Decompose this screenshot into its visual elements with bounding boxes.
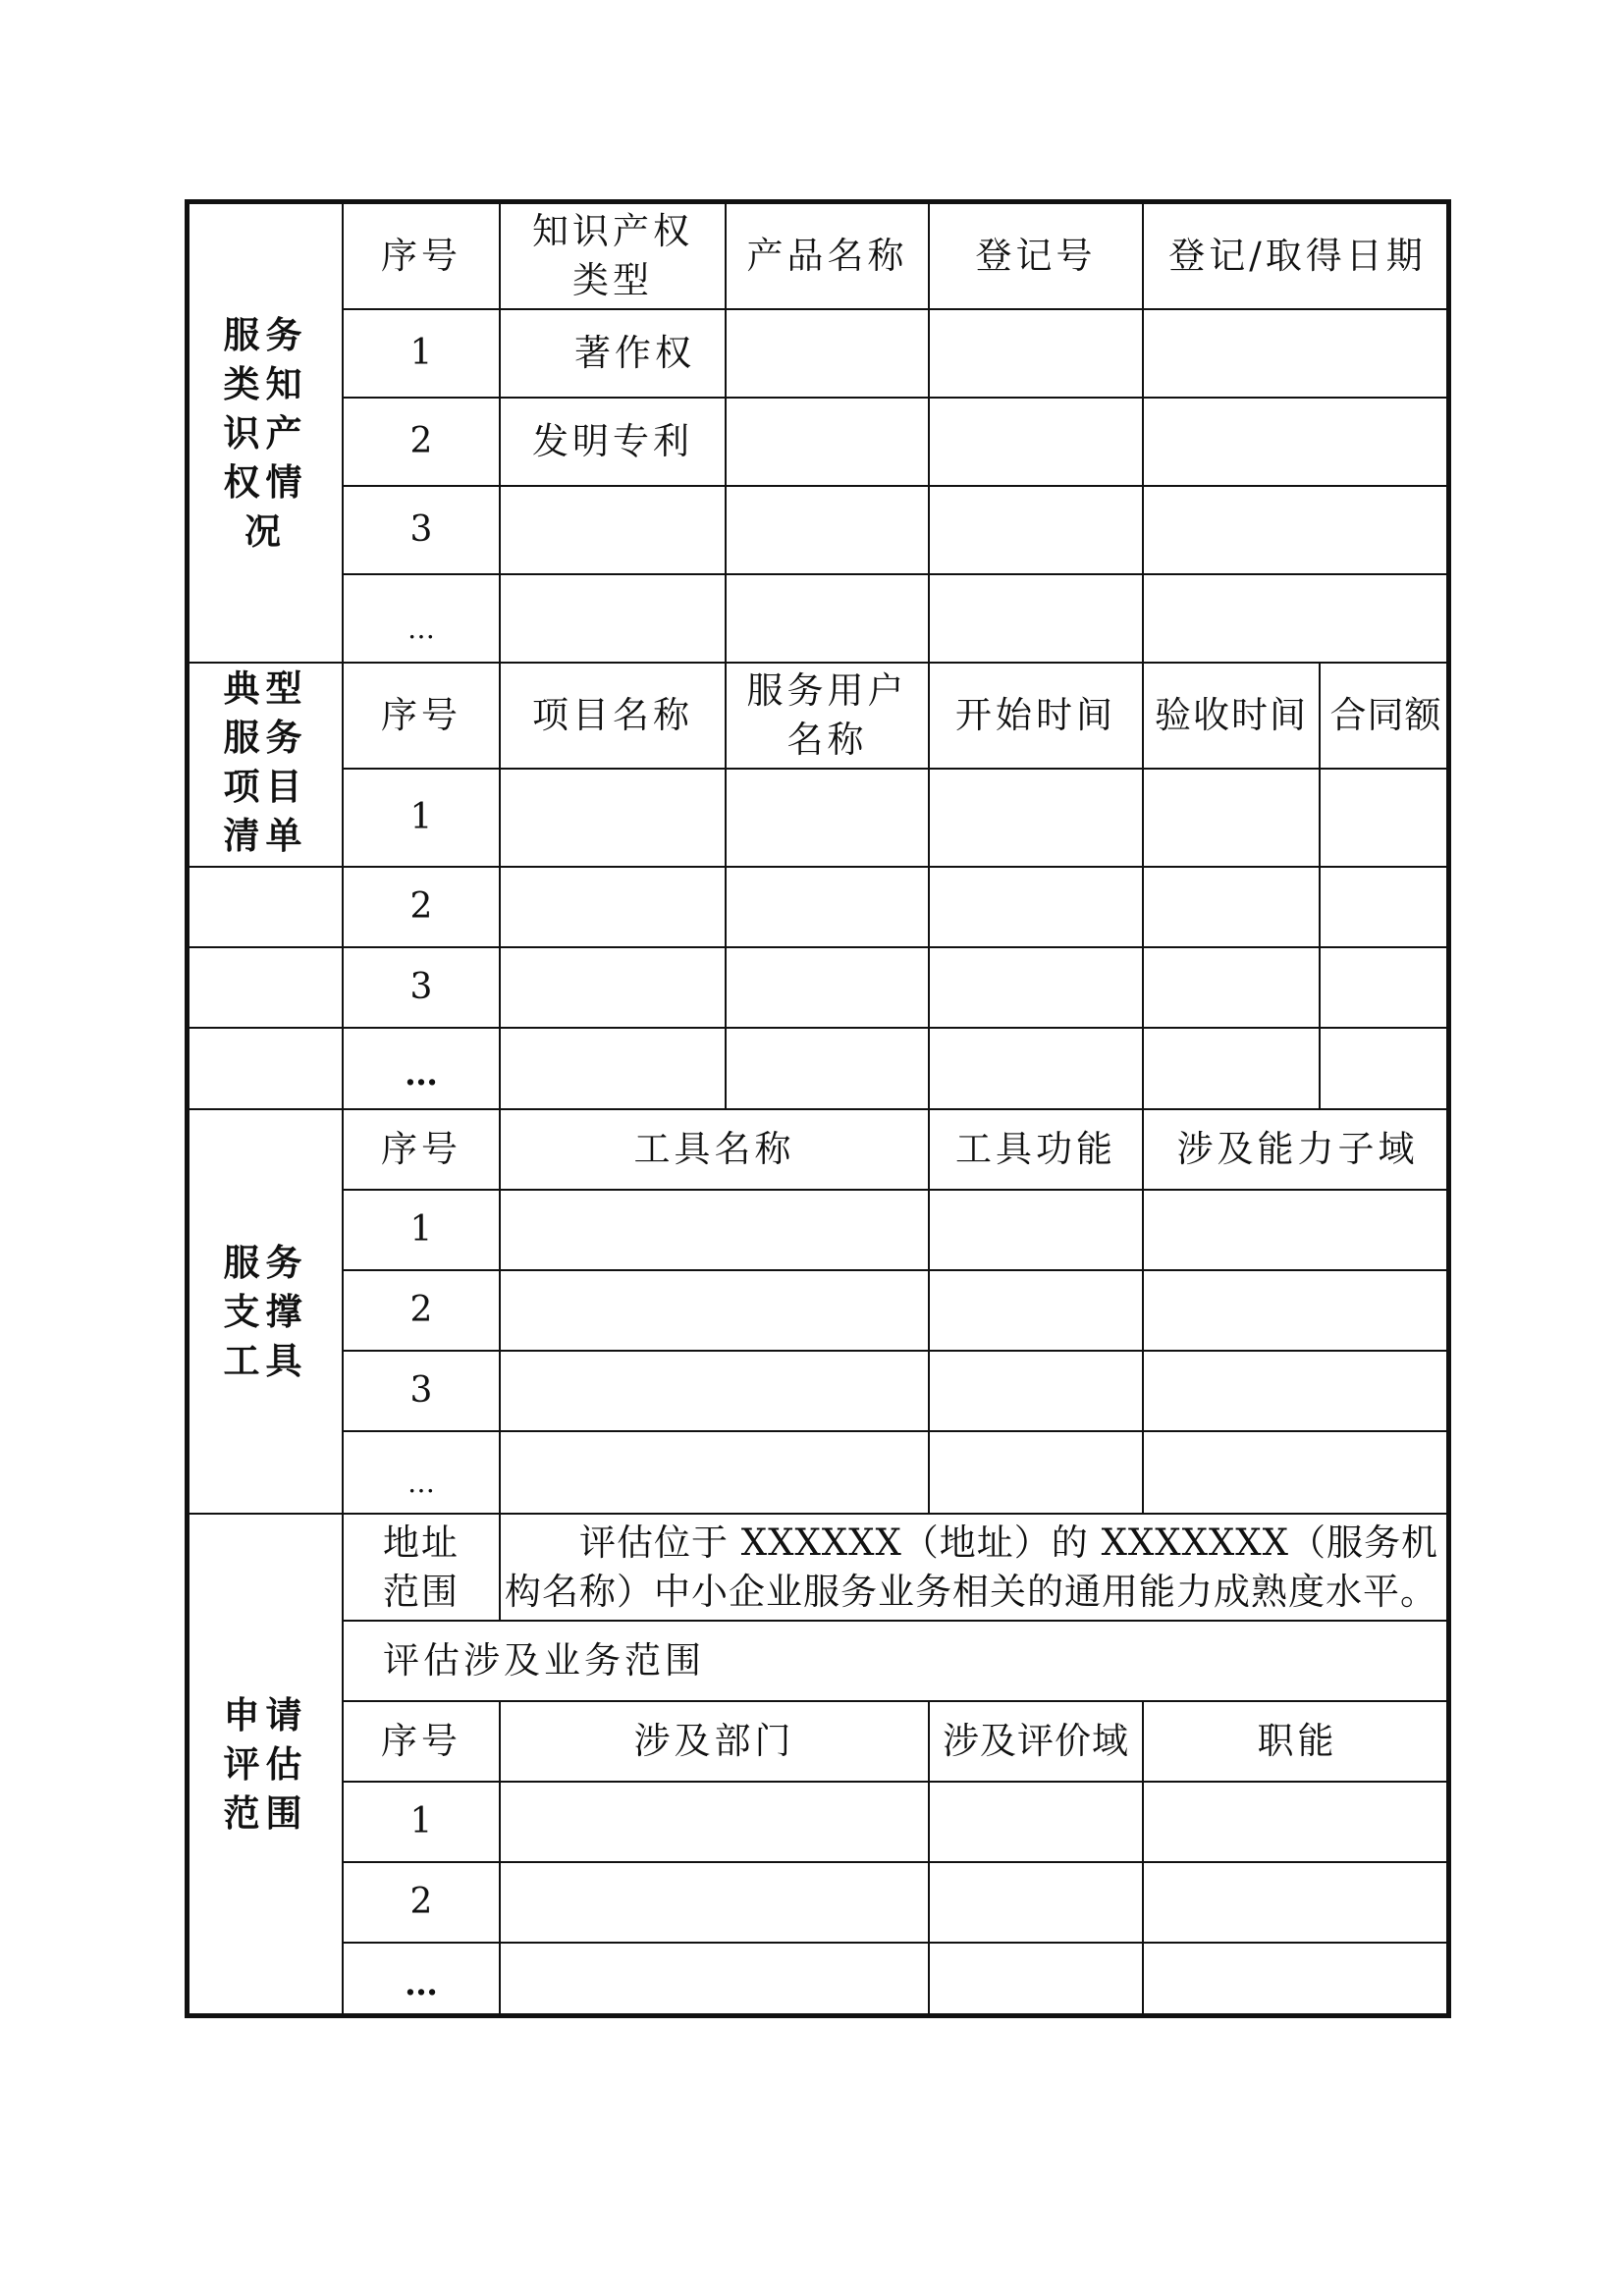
proj-row-3-name[interactable] — [501, 948, 727, 1029]
scope-address-text[interactable] — [501, 1515, 1451, 1622]
scope-address-line-2: 构名称）中小企业服务业务相关的通用能力成熟度水平。 — [505, 1570, 1437, 1613]
scope-row-1-domain[interactable] — [930, 1783, 1144, 1863]
ip-row-3-seq: 3 — [344, 487, 501, 575]
tools-row-3-seq: 3 — [344, 1352, 501, 1432]
proj-row-2-start[interactable] — [930, 868, 1144, 948]
proj-header-client-text: 服务用户名称 — [746, 669, 908, 761]
tools-row-3-subdomain[interactable] — [1144, 1352, 1451, 1432]
ip-row-1-date[interactable] — [1144, 310, 1451, 399]
tools-header-name: 工具名称 — [501, 1110, 930, 1191]
tools-row-4-seq: … — [344, 1432, 501, 1515]
scope-row-3-function[interactable] — [1144, 1944, 1451, 2013]
proj-row-3-accept[interactable] — [1144, 948, 1321, 1029]
ip-row-1-product[interactable] — [727, 310, 930, 399]
tools-row-1-function[interactable] — [930, 1191, 1144, 1271]
projects-side-blank-4 — [189, 1029, 344, 1110]
tools-row-1-seq: 1 — [344, 1191, 501, 1271]
scope-address-line-1: 评估位于 XXXXXX（地址）的 XXXXXXX（服务机 — [579, 1521, 1438, 1564]
ip-row-4-seq: … — [344, 575, 501, 664]
scope-row-3-seq: … — [344, 1944, 501, 2013]
ip-row-2-seq: 2 — [344, 399, 501, 487]
ip-row-2-product[interactable] — [727, 399, 930, 487]
proj-row-2-name[interactable] — [501, 868, 727, 948]
scope-header-function: 职能 — [1144, 1702, 1451, 1783]
ip-row-4-date[interactable] — [1144, 575, 1451, 664]
proj-row-3-seq: 3 — [344, 948, 501, 1029]
proj-row-2-accept[interactable] — [1144, 868, 1321, 948]
proj-row-2-amount[interactable] — [1321, 868, 1451, 948]
scope-row-2-domain[interactable] — [930, 1863, 1144, 1944]
ip-row-4-product[interactable] — [727, 575, 930, 664]
proj-row-4-seq: … — [344, 1029, 501, 1110]
tools-row-2-name[interactable] — [501, 1271, 930, 1352]
tools-row-2-subdomain[interactable] — [1144, 1271, 1451, 1352]
scope-business-scope-label: 评估涉及业务范围 — [344, 1622, 1451, 1702]
scope-header-seq: 序号 — [344, 1702, 501, 1783]
tools-header-subdomain: 涉及能力子域 — [1144, 1110, 1451, 1191]
projects-side-blank-2 — [189, 868, 344, 948]
ip-row-1-seq: 1 — [344, 310, 501, 399]
ip-row-3-type[interactable] — [501, 487, 727, 575]
scope-address-label — [344, 1515, 501, 1622]
proj-row-3-start[interactable] — [930, 948, 1144, 1029]
ip-row-4-type[interactable] — [501, 575, 727, 664]
scope-section-label — [189, 1515, 344, 2013]
scope-row-2-function[interactable] — [1144, 1863, 1451, 1944]
ip-header-seq: 序号 — [344, 204, 501, 310]
proj-row-1-accept[interactable] — [1144, 770, 1321, 868]
proj-row-4-start[interactable] — [930, 1029, 1144, 1110]
proj-header-start: 开始时间 — [930, 664, 1144, 770]
proj-row-4-name[interactable] — [501, 1029, 727, 1110]
ip-header-product: 产品名称 — [727, 204, 930, 310]
tools-section-label-text: 服务支撑工具 — [223, 1241, 308, 1382]
tools-section-label — [189, 1110, 344, 1515]
proj-row-1-amount[interactable] — [1321, 770, 1451, 868]
proj-header-amount: 合同额 — [1321, 664, 1451, 770]
application-form-table — [185, 199, 1451, 2018]
ip-row-2-type[interactable]: 发明专利 — [501, 399, 727, 487]
projects-section-label — [189, 664, 344, 868]
proj-row-2-client[interactable] — [727, 868, 930, 948]
tools-row-4-function[interactable] — [930, 1432, 1144, 1515]
scope-header-domain: 涉及评价域 — [930, 1702, 1144, 1783]
scope-row-2-seq: 2 — [344, 1863, 501, 1944]
proj-row-2-seq: 2 — [344, 868, 501, 948]
scope-address-text-block — [505, 1519, 1438, 1617]
tools-header-function: 工具功能 — [930, 1110, 1144, 1191]
ip-row-3-product[interactable] — [727, 487, 930, 575]
ip-header-reg-no: 登记号 — [930, 204, 1144, 310]
ip-row-4-reg-no[interactable] — [930, 575, 1144, 664]
ip-row-3-date[interactable] — [1144, 487, 1451, 575]
tools-row-1-name[interactable] — [501, 1191, 930, 1271]
proj-row-4-client[interactable] — [727, 1029, 930, 1110]
proj-row-1-client[interactable] — [727, 770, 930, 868]
scope-row-1-dept[interactable] — [501, 1783, 930, 1863]
proj-row-1-name[interactable] — [501, 770, 727, 868]
scope-row-1-seq: 1 — [344, 1783, 501, 1863]
ip-section-label-text: 服务类知识产权情况 — [223, 313, 308, 553]
ip-header-type — [501, 204, 727, 310]
scope-row-1-function[interactable] — [1144, 1783, 1451, 1863]
tools-row-2-function[interactable] — [930, 1271, 1144, 1352]
proj-row-3-amount[interactable] — [1321, 948, 1451, 1029]
proj-row-1-seq: 1 — [344, 770, 501, 868]
proj-header-name: 项目名称 — [501, 664, 727, 770]
tools-row-1-subdomain[interactable] — [1144, 1191, 1451, 1271]
ip-header-date: 登记/取得日期 — [1144, 204, 1451, 310]
scope-address-label-text: 地址范围 — [383, 1521, 460, 1613]
projects-side-blank-3 — [189, 948, 344, 1029]
ip-row-2-date[interactable] — [1144, 399, 1451, 487]
proj-header-accept: 验收时间 — [1144, 664, 1321, 770]
ip-header-type-text: 知识产权类型 — [532, 210, 693, 301]
proj-row-4-accept[interactable] — [1144, 1029, 1321, 1110]
tools-row-4-subdomain[interactable] — [1144, 1432, 1451, 1515]
ip-row-2-reg-no[interactable] — [930, 399, 1144, 487]
ip-row-1-reg-no[interactable] — [930, 310, 1144, 399]
ip-row-1-type[interactable]: 著作权 — [501, 310, 727, 399]
proj-row-3-client[interactable] — [727, 948, 930, 1029]
tools-row-3-function[interactable] — [930, 1352, 1144, 1432]
scope-row-2-dept[interactable] — [501, 1863, 930, 1944]
proj-row-1-start[interactable] — [930, 770, 1144, 868]
tools-row-4-name[interactable] — [501, 1432, 930, 1515]
tools-row-2-seq: 2 — [344, 1271, 501, 1352]
scope-section-label-text: 申请评估范围 — [223, 1693, 308, 1835]
proj-row-4-amount[interactable] — [1321, 1029, 1451, 1110]
scope-row-3-domain[interactable] — [930, 1944, 1144, 2013]
projects-section-label-text: 典型服务项目清单 — [223, 667, 308, 857]
proj-header-client — [727, 664, 930, 770]
tools-row-3-name[interactable] — [501, 1352, 930, 1432]
ip-row-3-reg-no[interactable] — [930, 487, 1144, 575]
scope-header-dept: 涉及部门 — [501, 1702, 930, 1783]
scope-row-3-dept[interactable] — [501, 1944, 930, 2013]
ip-section-label — [189, 204, 344, 664]
tools-header-seq: 序号 — [344, 1110, 501, 1191]
proj-header-seq: 序号 — [344, 664, 501, 770]
